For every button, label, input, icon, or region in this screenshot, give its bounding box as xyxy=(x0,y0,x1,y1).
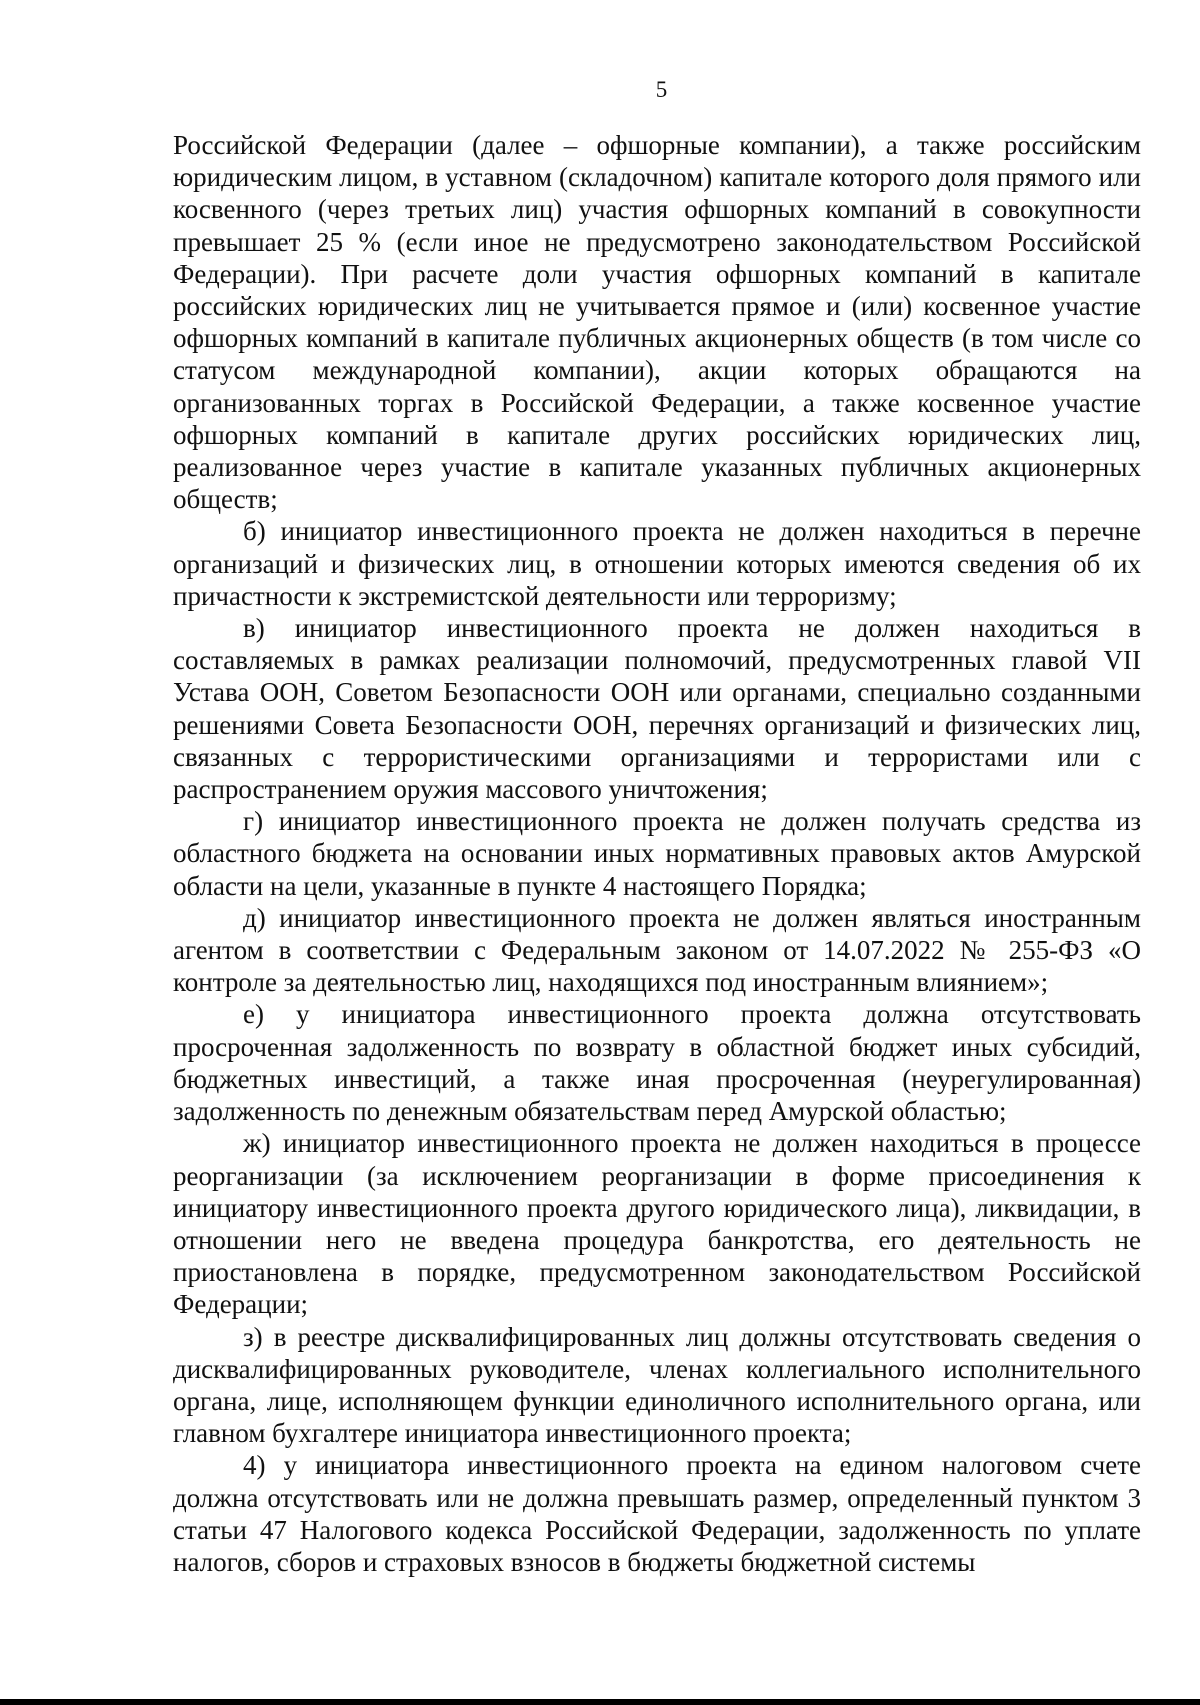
paragraph-item-zh: ж) инициатор инвестиционного проекта не должен находиться в процессе реорганизации (за исключением реорганизации в форме присоединения к инициатору инвестиционного проекта другого юридического лица), ликвидации, в отношении него не введена процедура банкротства, его деятельность не приостановлена в порядке, предусмотренном законодательством Российской Федерации; xyxy=(173,1128,1141,1320)
paragraph-item-d: д) инициатор инвестиционного проекта не должен являться иностранным агентом в соответствии с Федеральным законом от 14.07.2022 № 255-ФЗ «О контроле за деятельностью лиц, находящихся под иностранным влиянием»; xyxy=(173,902,1141,998)
paragraph-item-4: 4) у инициатора инвестиционного проекта на едином налоговом счете должна отсутствовать или не должна превышать размер, определенный пунктом 3 статьи 47 Налогового кодекса Российской Федерации, задолженность по уплате налогов, сборов и страховых взносов в бюджеты бюджетной системы xyxy=(173,1450,1141,1577)
document-body xyxy=(173,129,1141,1578)
page-number: 5 xyxy=(655,77,668,102)
paragraph-offshore-continuation: Российской Федерации (далее – офшорные компании), а также российским юридическим лицом, в уставном (складочном) капитале которого доля прямого или косвенного (через третьих лиц) участия офшорных компаний в совокупности превышает 25 % (если иное не предусмотрено законодательством Российской Федерации). При расчете доли участия офшорных компаний в капитале российских юридических лиц не учитывается прямое и (или) косвенное участие офшорных компаний в капитале публичных акционерных обществ (в том числе со статусом международной компании), акции которых обращаются на организованных торгах в Российской Федерации, а также косвенное участие офшорных компаний в капитале других российских юридических лиц, реализованное через участие в капитале указанных публичных акционерных обществ; xyxy=(173,130,1141,515)
paragraph-item-g: г) инициатор инвестиционного проекта не должен получать средства из областного бюджета на основании иных нормативных правовых актов Амурской области на цели, указанные в пункте 4 настоящего Порядка; xyxy=(173,806,1141,901)
scan-bottom-edge xyxy=(0,1699,1200,1705)
paragraph-item-e: е) у инициатора инвестиционного проекта должна отсутствовать просроченная задолженность по возврату в областной бюджет иных субсидий, бюджетных инвестиций, а также иная просроченная (неурегулированная) задолженность по денежным обязательствам перед Амурской областью; xyxy=(173,999,1141,1127)
paragraph-item-v: в) инициатор инвестиционного проекта не должен находиться в составляемых в рамках реализации полномочий, предусмотренных главой VII Устава ООН, Советом Безопасности ООН или органами, специально созданными решениями Совета Безопасности ООН, перечнях организаций и физических лиц, связанных с террористическими организациями и террористами или с распространением оружия массового уничтожения; xyxy=(173,613,1141,805)
paragraph-item-b: б) инициатор инвестиционного проекта не должен находиться в перечне организаций и физических лиц, в отношении которых имеются сведения об их причастности к экстремистской деятельности или терроризму; xyxy=(173,516,1141,611)
paragraph-item-z: з) в реестре дисквалифицированных лиц должны отсутствовать сведения о дисквалифицированных руководителе, членах коллегиального исполнительного органа, лице, исполняющем функции единоличного исполнительного органа, или главном бухгалтере инициатора инвестиционного проекта; xyxy=(173,1321,1141,1449)
